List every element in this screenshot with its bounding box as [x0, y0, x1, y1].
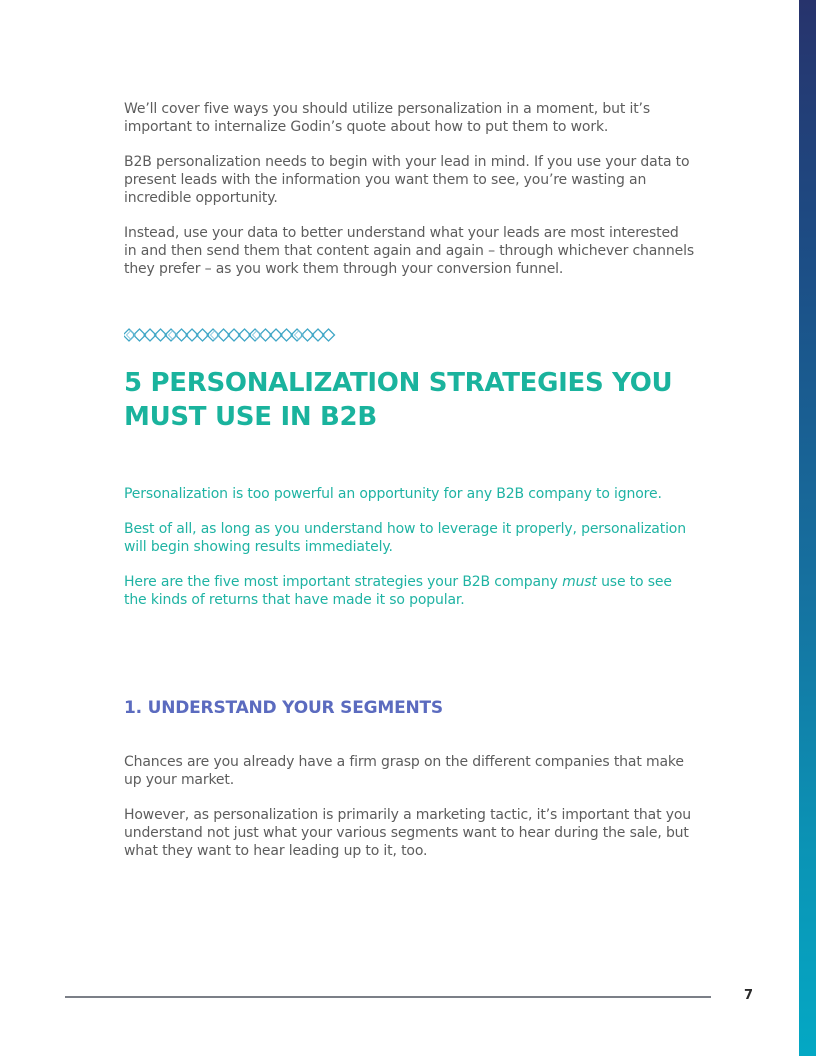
section-intro-paragraph-2: Best of all, as long as you understand how to leverage it properly, personalization will begin showing results immediately. [124, 521, 686, 555]
decorative-side-bar [799, 0, 816, 1056]
intro-paragraph-2: B2B personalization needs to begin with your lead in mind. If you use your data to present leads with the information you want them to see, you’re wasting an incredible opportunity. [124, 154, 690, 206]
intro-paragraph-3: Instead, use your data to better understand what your leads are most interested in and then send them that content again and again – through whichever channels they prefer – as you work them through your conversion funnel. [124, 225, 694, 277]
section-intro-paragraph-3 [124, 573, 694, 609]
section-intro-paragraph-1: Personalization is too powerful an opportunity for any B2B company to ignore. [124, 486, 662, 502]
section-heading [124, 366, 724, 434]
section-heading-line-2: MUST USE IN B2B [124, 402, 377, 432]
intro-paragraph-1: We’ll cover five ways you should utilize personalization in a moment, but it’s important to internalize Godin’s quote about how to put them to work. [124, 101, 650, 135]
page-number: 7 [744, 988, 754, 1003]
section-intro-paragraph-3-end: use to see the kinds of returns that have made it so popular. [124, 574, 672, 608]
footer-rule [65, 996, 711, 998]
strategy-1-paragraph-2: However, as personalization is primarily a marketing tactic, it’s important that you understand not just what your various segments want to hear during the sale, but what they want to hear leading up to it, too. [124, 807, 691, 859]
section-intro-paragraph-3-start: Here are the five most important strategies your B2B company [124, 574, 563, 590]
emphasis-must: must [562, 574, 597, 590]
strategy-1-heading: 1. UNDERSTAND YOUR SEGMENTS [124, 698, 443, 718]
strategy-1-paragraph-1: Chances are you already have a firm grasp on the different companies that make up your market. [124, 754, 684, 788]
section-heading-line-1: 5 PERSONALIZATION STRATEGIES YOU [124, 368, 673, 398]
diamond-chain-icon [124, 327, 339, 343]
